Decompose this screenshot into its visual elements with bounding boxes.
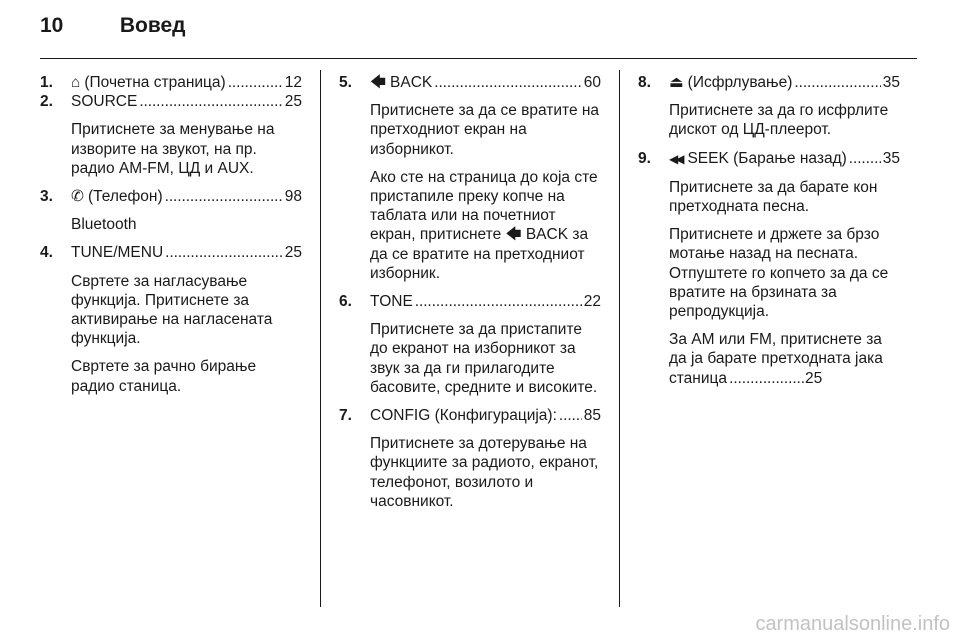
watermark: carmanualsonline.info [755, 613, 950, 635]
list-entry-3 [40, 187, 302, 206]
page-reference: 98 [284, 188, 302, 206]
entry-label: SEEK (Барање назад) [687, 149, 847, 167]
entry-label: TUNE/MENU [71, 244, 164, 262]
entry-description: Притиснете за да пристапите до екранот на изборникот за звук за да ги прилагодите басовите, средните и високите. [370, 321, 598, 396]
page-reference: 85 [583, 407, 601, 425]
dot-leader [139, 92, 282, 111]
entry-number: 3. [40, 188, 53, 206]
page-number: 10 [40, 14, 64, 37]
page-reference: 22 [583, 293, 601, 311]
eject-icon: ⏏ [669, 74, 684, 91]
entry-number: 9. [638, 149, 651, 167]
entry-number: 1. [40, 74, 53, 91]
column-divider [320, 70, 321, 607]
page-reference: 25 [804, 369, 823, 387]
entry-label: SOURCE [71, 93, 138, 111]
list-entry-4 [40, 243, 302, 262]
dot-leader: . . . . . . . . . . . . . . . . . . [727, 369, 805, 387]
list-entry-6 [339, 292, 601, 311]
entry-description: Притиснете за дотерување на функциите за радиото, екранот, телефонот, возилото и часовникот. [370, 435, 599, 510]
entry-number: 6. [339, 293, 352, 311]
dot-leader [794, 73, 880, 92]
page-reference: 12 [284, 74, 302, 91]
entry-number: 5. [339, 74, 352, 91]
entry-description: Притиснете за да барате кон претходната песна. [669, 178, 878, 216]
entry-label: (Исфрлување) [687, 74, 793, 91]
home-icon: ⌂ [71, 74, 81, 91]
list-entry-1 [40, 73, 302, 92]
entry-number: 8. [638, 74, 651, 91]
list-entry-7 [339, 406, 601, 425]
page-reference: 35 [882, 74, 900, 91]
entry-description: Притиснете и држете за брзо мотање назад на песната. Отпуштете го копчето за да се вратите на брзината за репродукција. [669, 226, 889, 321]
phone-icon: ✆ [71, 188, 84, 206]
entry-label: (Почетна страница) [84, 74, 226, 91]
dot-leader [559, 406, 582, 425]
column-divider [619, 70, 620, 607]
page-title: Вовед [119, 14, 186, 37]
entry-description: Притиснете за да се вратите на претходниот екран на изборникот. [370, 102, 600, 158]
column-3 [638, 73, 900, 397]
entry-label: CONFIG (Конфигурација): [370, 407, 557, 425]
dot-leader [849, 149, 881, 168]
entry-label: TONE [370, 293, 413, 311]
entry-description: Притиснете за да го исфрлите дискот од ЦД-плеерот. [669, 102, 889, 139]
entry-description-with-page [669, 330, 900, 388]
page-reference: 60 [583, 74, 601, 91]
dot-leader [434, 73, 582, 92]
list-entry-8 [638, 73, 900, 92]
column-1 [40, 73, 302, 405]
entry-number: 2. [40, 93, 53, 111]
back-arrow-icon: 🡄 [370, 74, 387, 91]
entry-description: Bluetooth [71, 216, 137, 234]
entry-description: За AM или FM, притиснете за да ја барате претходната јака станица [669, 331, 883, 387]
page-reference: 25 [284, 93, 302, 111]
page-reference: 25 [284, 244, 302, 262]
rewind-icon: ◀◀ [669, 151, 682, 166]
entry-label: (Телефон) [88, 188, 163, 206]
dot-leader [165, 187, 283, 206]
header-rule [40, 58, 917, 59]
entry-label: BACK [390, 74, 433, 91]
dot-leader [165, 243, 283, 262]
column-2 [339, 73, 601, 520]
page-header [40, 14, 185, 38]
entry-description: Ако сте на страница до која сте пристапиле преку копче на таблата или на почетниот екран, притиснете 🡄 BACK за да се вратите на претходниот изборник. [370, 168, 598, 282]
dot-leader [228, 73, 283, 92]
list-entry-9 [638, 149, 900, 169]
list-entry-5 [339, 73, 601, 92]
dot-leader [415, 292, 582, 311]
list-entry-2 [40, 92, 302, 111]
entry-description: Притиснете за менување на изворите на звукот, на пр. радио AM-FM, ЦД и AUX. [71, 121, 275, 177]
entry-number: 7. [339, 407, 352, 425]
entry-description: Свртете за рачно бирање радио станица. [71, 358, 257, 395]
entry-description: Свртете за нагласување функција. Притиснете за активирање на нагласената функција. [71, 272, 273, 348]
page-reference: 35 [882, 149, 900, 167]
entry-number: 4. [40, 244, 53, 262]
